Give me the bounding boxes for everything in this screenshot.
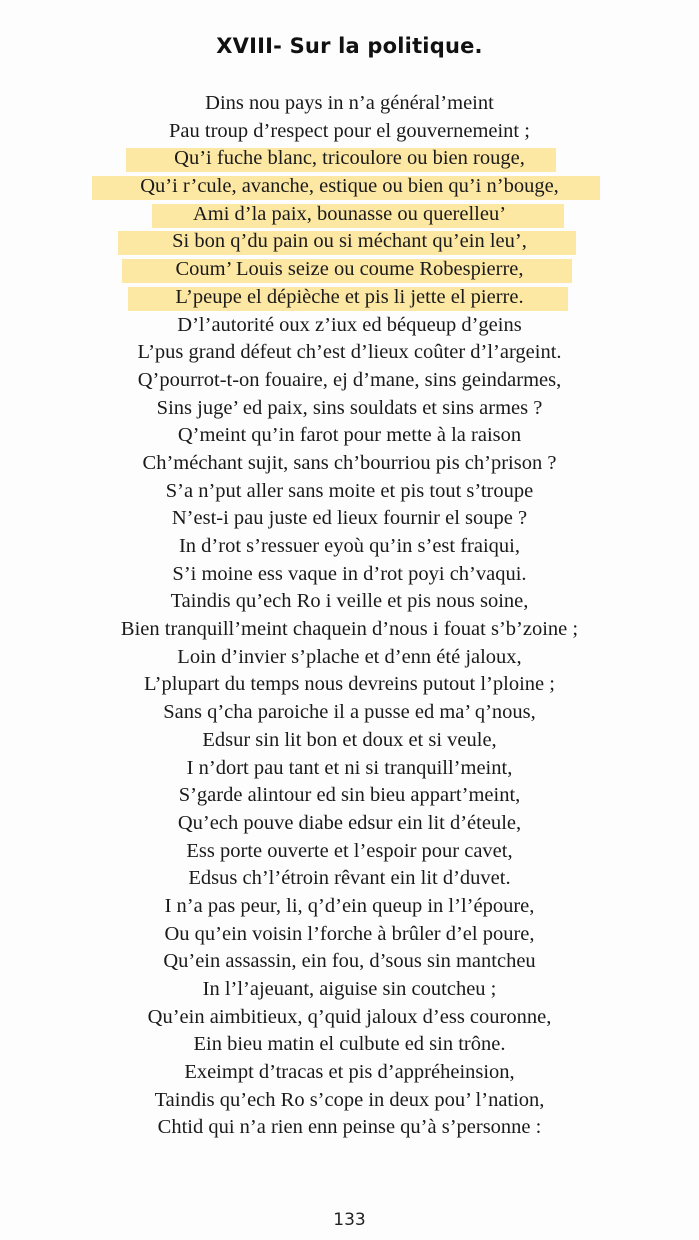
poem-line: In d’rot s’ressuer eyoù qu’in s’est fraiqui, — [178, 535, 520, 557]
poem-line: Qu’ech pouve diabe edsur ein lit d’éteule, — [177, 811, 522, 834]
poem-line: Edsur sin lit bon et doux et si veule, — [202, 728, 497, 751]
poem-line: Ein bieu matin el culbute ed sin trône. — [193, 1033, 506, 1056]
poem-line: Loin d’invier s’plache et d’enn été jaloux, — [177, 645, 522, 668]
poem-line: L’plupart du temps nous devreins putout l’ploine ; — [144, 673, 555, 696]
poem-line-highlighted: Si bon q’du pain ou si méchant qu’ein leu’, — [0, 228, 699, 256]
poem-line: Sans q’cha paroiche il a pusse ed ma’ q’nous, — [163, 701, 536, 724]
poem-line: I n’dort pau tant et ni si tranquill’meint, — [186, 756, 513, 779]
poem-line-highlighted: L’peupe el dépièche et pis li jette el pierre. — [0, 284, 699, 312]
poem-line: Sins juge’ ed paix, sins souldats et sins armes ? — [156, 396, 543, 419]
poem-line: Qu’ein assassin, ein fou, d’sous sin mantcheu — [163, 950, 536, 973]
poem-body — [0, 90, 699, 1142]
poem-line: Chtid qui n’a rien enn peinse qu’à s’personne : — [157, 1116, 542, 1139]
poem-line: Dins nou pays in n’a général’meint — [205, 92, 494, 114]
poem-line: S’i moine ess vaque in d’rot poyi ch’vaqui. — [172, 562, 527, 585]
poem-line: Pau troup d’respect pour el gouvernemeint ; — [169, 119, 530, 142]
poem-line: S’garde alintour ed sin bieu appart’meint, — [178, 784, 521, 807]
poem-line: S’a n’put aller sans moite et pis tout s’troupe — [165, 479, 534, 502]
poem-line: In l’l’ajeuant, aiguise sin coutcheu ; — [202, 978, 497, 1000]
poem-line-highlighted: Coum’ Louis seize ou coume Robespierre, — [0, 256, 699, 284]
poem-title: XVIII- Sur la politique. — [216, 34, 483, 58]
poem-line-highlighted: Qu’i fuche blanc, tricoulore ou bien rouge, — [0, 145, 699, 173]
poem-line-highlighted: Ami d’la paix, bounasse ou querelleu’ — [0, 201, 699, 229]
poem-line: Ch’méchant sujit, sans ch’bourriou pis ch’prison ? — [142, 451, 557, 474]
poem-line: Edsus ch’l’étroin rêvant ein lit d’duvet. — [188, 867, 511, 890]
poem-line: Bien tranquill’meint chaquein d’nous i fouat s’b’zoine ; — [120, 618, 579, 641]
poem-line: D’l’autorité oux z’iux ed béqueup d’geins — [177, 313, 522, 336]
poem-line: I n’a pas peur, li, q’d’ein queup in l’l’époure, — [164, 894, 535, 917]
poem-line: Taindis qu’ech Ro s’cope in deux pou’ l’nation, — [154, 1088, 545, 1111]
poem-line: N’est-i pau juste ed lieux fournir el soupe ? — [171, 507, 528, 530]
poem-line: Q’pourrot-t-on fouaire, ej d’mane, sins geindarmes, — [137, 368, 562, 391]
poem-line: Q’meint qu’in farot pour mette à la raison — [177, 424, 522, 447]
poem-line-highlighted: Qu’i r’cule, avanche, estique ou bien qu’i n’bouge, — [0, 173, 699, 201]
poem-line: Ess porte ouverte et l’espoir pour cavet, — [186, 839, 513, 862]
poem-line: Exeimpt d’tracas et pis d’appréheinsion, — [184, 1061, 515, 1084]
poem-line: Qu’ein aimbitieux, q’quid jaloux d’ess couronne, — [147, 1005, 552, 1028]
poem-line: Ou qu’ein voisin l’forche à brûler d’el poure, — [164, 922, 535, 945]
poem-line: L’pus grand défeut ch’est d’lieux coûter d’l’argeint. — [137, 341, 562, 364]
page-number: 133 — [333, 1210, 366, 1230]
poem-line: Taindis qu’ech Ro i veille et pis nous soine, — [170, 590, 529, 613]
